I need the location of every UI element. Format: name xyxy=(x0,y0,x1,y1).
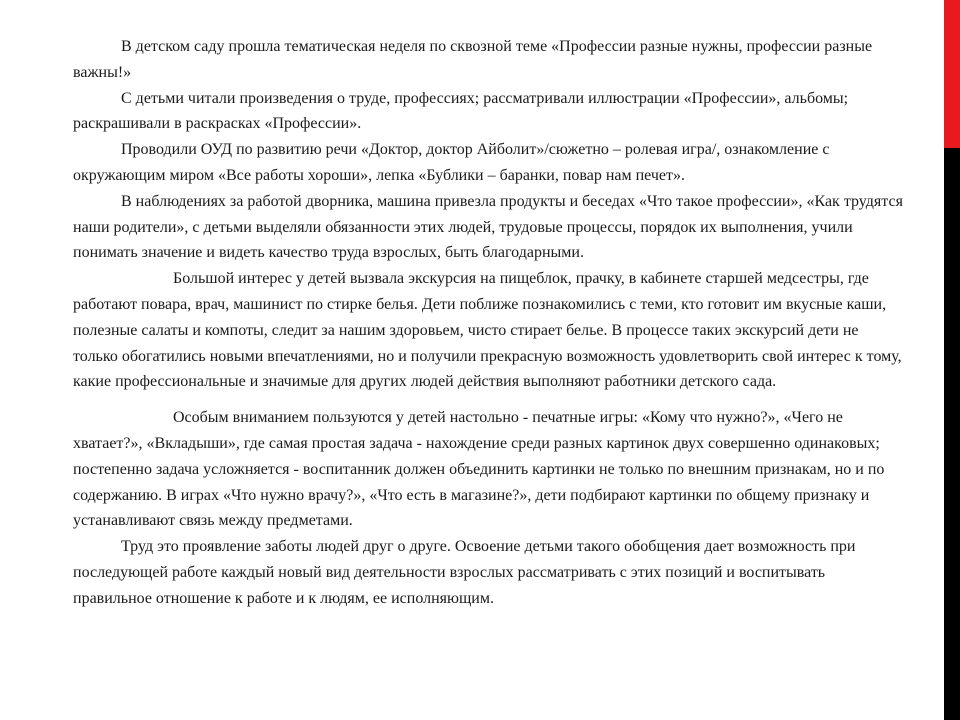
paragraph-reading: С детьми читали произведения о труде, профессиях; рассматривали иллюстрации «Профессии», альбомы; раскрашивали в раскрасках «Профессии». xyxy=(73,89,849,133)
paragraph-conclusion: Труд это проявление заботы людей друг о друге. Освоение детьми такого обобщения дает возможность при последующей работе каждый новый вид деятельности взрослых рассматривать с этих позиций и воспитывать правильное отношение к работе и к людям, ее исполняющим. xyxy=(73,538,856,607)
accent-bar-red xyxy=(944,0,960,148)
accent-bar-black xyxy=(944,148,960,720)
paragraph-board-games: Особым вниманием пользуются у детей настольно - печатные игры: «Кому что нужно?», «Чего не хватает?», «Вкладыши», где самая простая задача - нахождение среди разных картинок двух совершенно одинаковых; постепенно задача усложняется - воспитанник должен объединить картинки не только по внешним признакам, но и по содержанию. В играх «Что нужно врачу?», «Что есть в магазине?», дети подбирают картинки по общему признаку и устанавливают связь между предметами. xyxy=(73,409,885,530)
paragraph-theme-week: В детском саду прошла тематическая неделя по сквозной теме «Профессии разные нужны, профессии разные важны!» xyxy=(73,38,873,81)
paragraph-observations: В наблюдениях за работой дворника, машина привезла продукты и беседах «Что такое профессии», «Как трудятся наши родители», с детьми выделяли обязанности этих людей, трудовые процессы, порядок их выполнения, учили понимать значение и видеть качество труда взрослых, быть благодарными. xyxy=(73,192,903,262)
paragraph-activities: Проводили ОУД по развитию речи «Доктор, доктор Айболит»/сюжетно – ролевая игра/, ознакомление с окружающим миром «Все работы хороши», лепка «Бублики – баранки, повар нам печет». xyxy=(73,141,830,184)
paragraph-excursion: Большой интерес у детей вызвала экскурсия на пищеблок, прачку, в кабинете старшей медсестры, где работают повара, врач, машинист по стирке белья. Дети поближе познакомились с теми, кто готовит им вкусные каши, полезные салаты и компоты, следит за нашим здоровьем, чисто стирает белье. В процессе таких экскурсий дети не только обогатились новыми впечатлениями, но и получили прекрасную возможность удовлетворить свой интерес к тому, какие профессиональные и значимые для других людей действия выполняют работники детского сада. xyxy=(73,270,902,391)
document-body xyxy=(73,34,905,612)
